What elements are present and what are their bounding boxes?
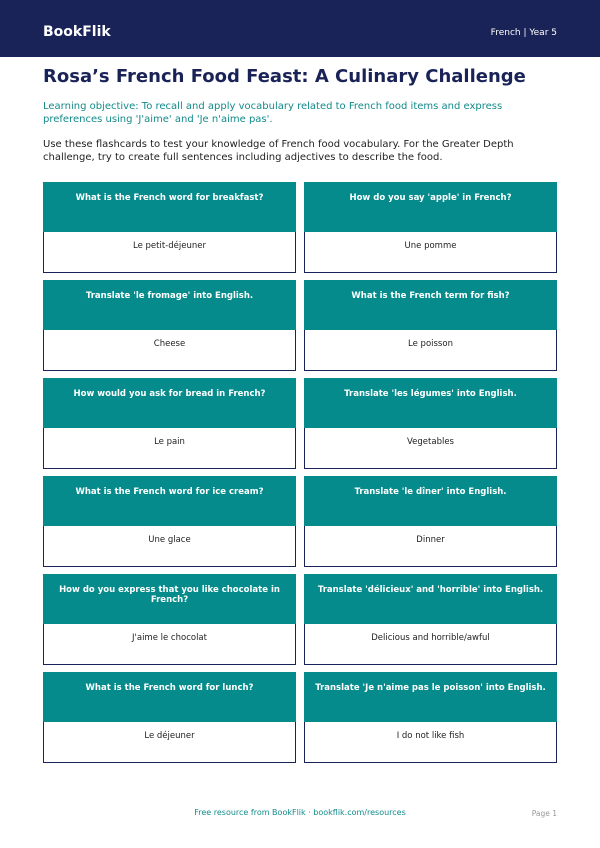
- flashcard-question: Translate 'délicieux' and 'horrible' into English.: [304, 574, 557, 624]
- intro-text: Use these flashcards to test your knowledge of French food vocabulary. For the Greater Depth challenge, try to create full sentences including adjectives to describe the food.: [43, 139, 514, 163]
- flashcard-question: Translate 'Je n'aime pas le poisson' into English.: [304, 672, 557, 722]
- brand-logo[interactable]: BookFlik: [43, 24, 111, 40]
- flashcard-question: How do you express that you like chocolate in French?: [43, 574, 296, 624]
- flashcard-answer: Le petit-déjeuner: [43, 232, 296, 273]
- flashcard-question: How do you say 'apple' in French?: [304, 182, 557, 232]
- flashcard-answer: Dinner: [304, 526, 557, 567]
- flashcard-answer: I do not like fish: [304, 722, 557, 763]
- flashcard[interactable]: [43, 378, 296, 469]
- footer-link[interactable]: Free resource from BookFlik · bookflik.com/resources: [194, 808, 406, 817]
- flashcard-question: What is the French word for ice cream?: [43, 476, 296, 526]
- flashcard-question: How would you ask for bread in French?: [43, 378, 296, 428]
- flashcard-answer: Une glace: [43, 526, 296, 567]
- flashcard[interactable]: [304, 182, 557, 273]
- flashcard-answer: Delicious and horrible/awful: [304, 624, 557, 665]
- flashcard[interactable]: [304, 672, 557, 763]
- flashcard[interactable]: [43, 476, 296, 567]
- flashcard-question: Translate 'le fromage' into English.: [43, 280, 296, 330]
- flashcard[interactable]: [43, 574, 296, 665]
- header-bar: [0, 0, 600, 57]
- flashcard-question: What is the French term for fish?: [304, 280, 557, 330]
- flashcard[interactable]: [304, 574, 557, 665]
- flashcard-answer: J'aime le chocolat: [43, 624, 296, 665]
- flashcard-question: What is the French word for lunch?: [43, 672, 296, 722]
- flashcard[interactable]: [304, 476, 557, 567]
- learning-objective: Learning objective: To recall and apply vocabulary related to French food items and express preferences using 'J'aime' and 'Je n'aime pas'.: [43, 101, 503, 125]
- flashcard[interactable]: [43, 672, 296, 763]
- flashcard[interactable]: [304, 378, 557, 469]
- flashcard-answer: Le déjeuner: [43, 722, 296, 763]
- flashcard-answer: Cheese: [43, 330, 296, 371]
- subject-label: French | Year 5: [490, 28, 557, 38]
- flashcard[interactable]: [43, 280, 296, 371]
- page-number: Page 1: [531, 809, 557, 818]
- flashcard-question: Translate 'le dîner' into English.: [304, 476, 557, 526]
- flashcard-answer: Le pain: [43, 428, 296, 469]
- flashcard-answer: Vegetables: [304, 428, 557, 469]
- flashcard-answer: Une pomme: [304, 232, 557, 273]
- flashcard-answer: Le poisson: [304, 330, 557, 371]
- flashcard-question: Translate 'les légumes' into English.: [304, 378, 557, 428]
- flashcard[interactable]: [304, 280, 557, 371]
- flashcard-grid: [43, 182, 557, 763]
- flashcard-question: What is the French word for breakfast?: [43, 182, 296, 232]
- page-title: Rosa’s French Food Feast: A Culinary Challenge: [43, 66, 526, 87]
- flashcard[interactable]: [43, 182, 296, 273]
